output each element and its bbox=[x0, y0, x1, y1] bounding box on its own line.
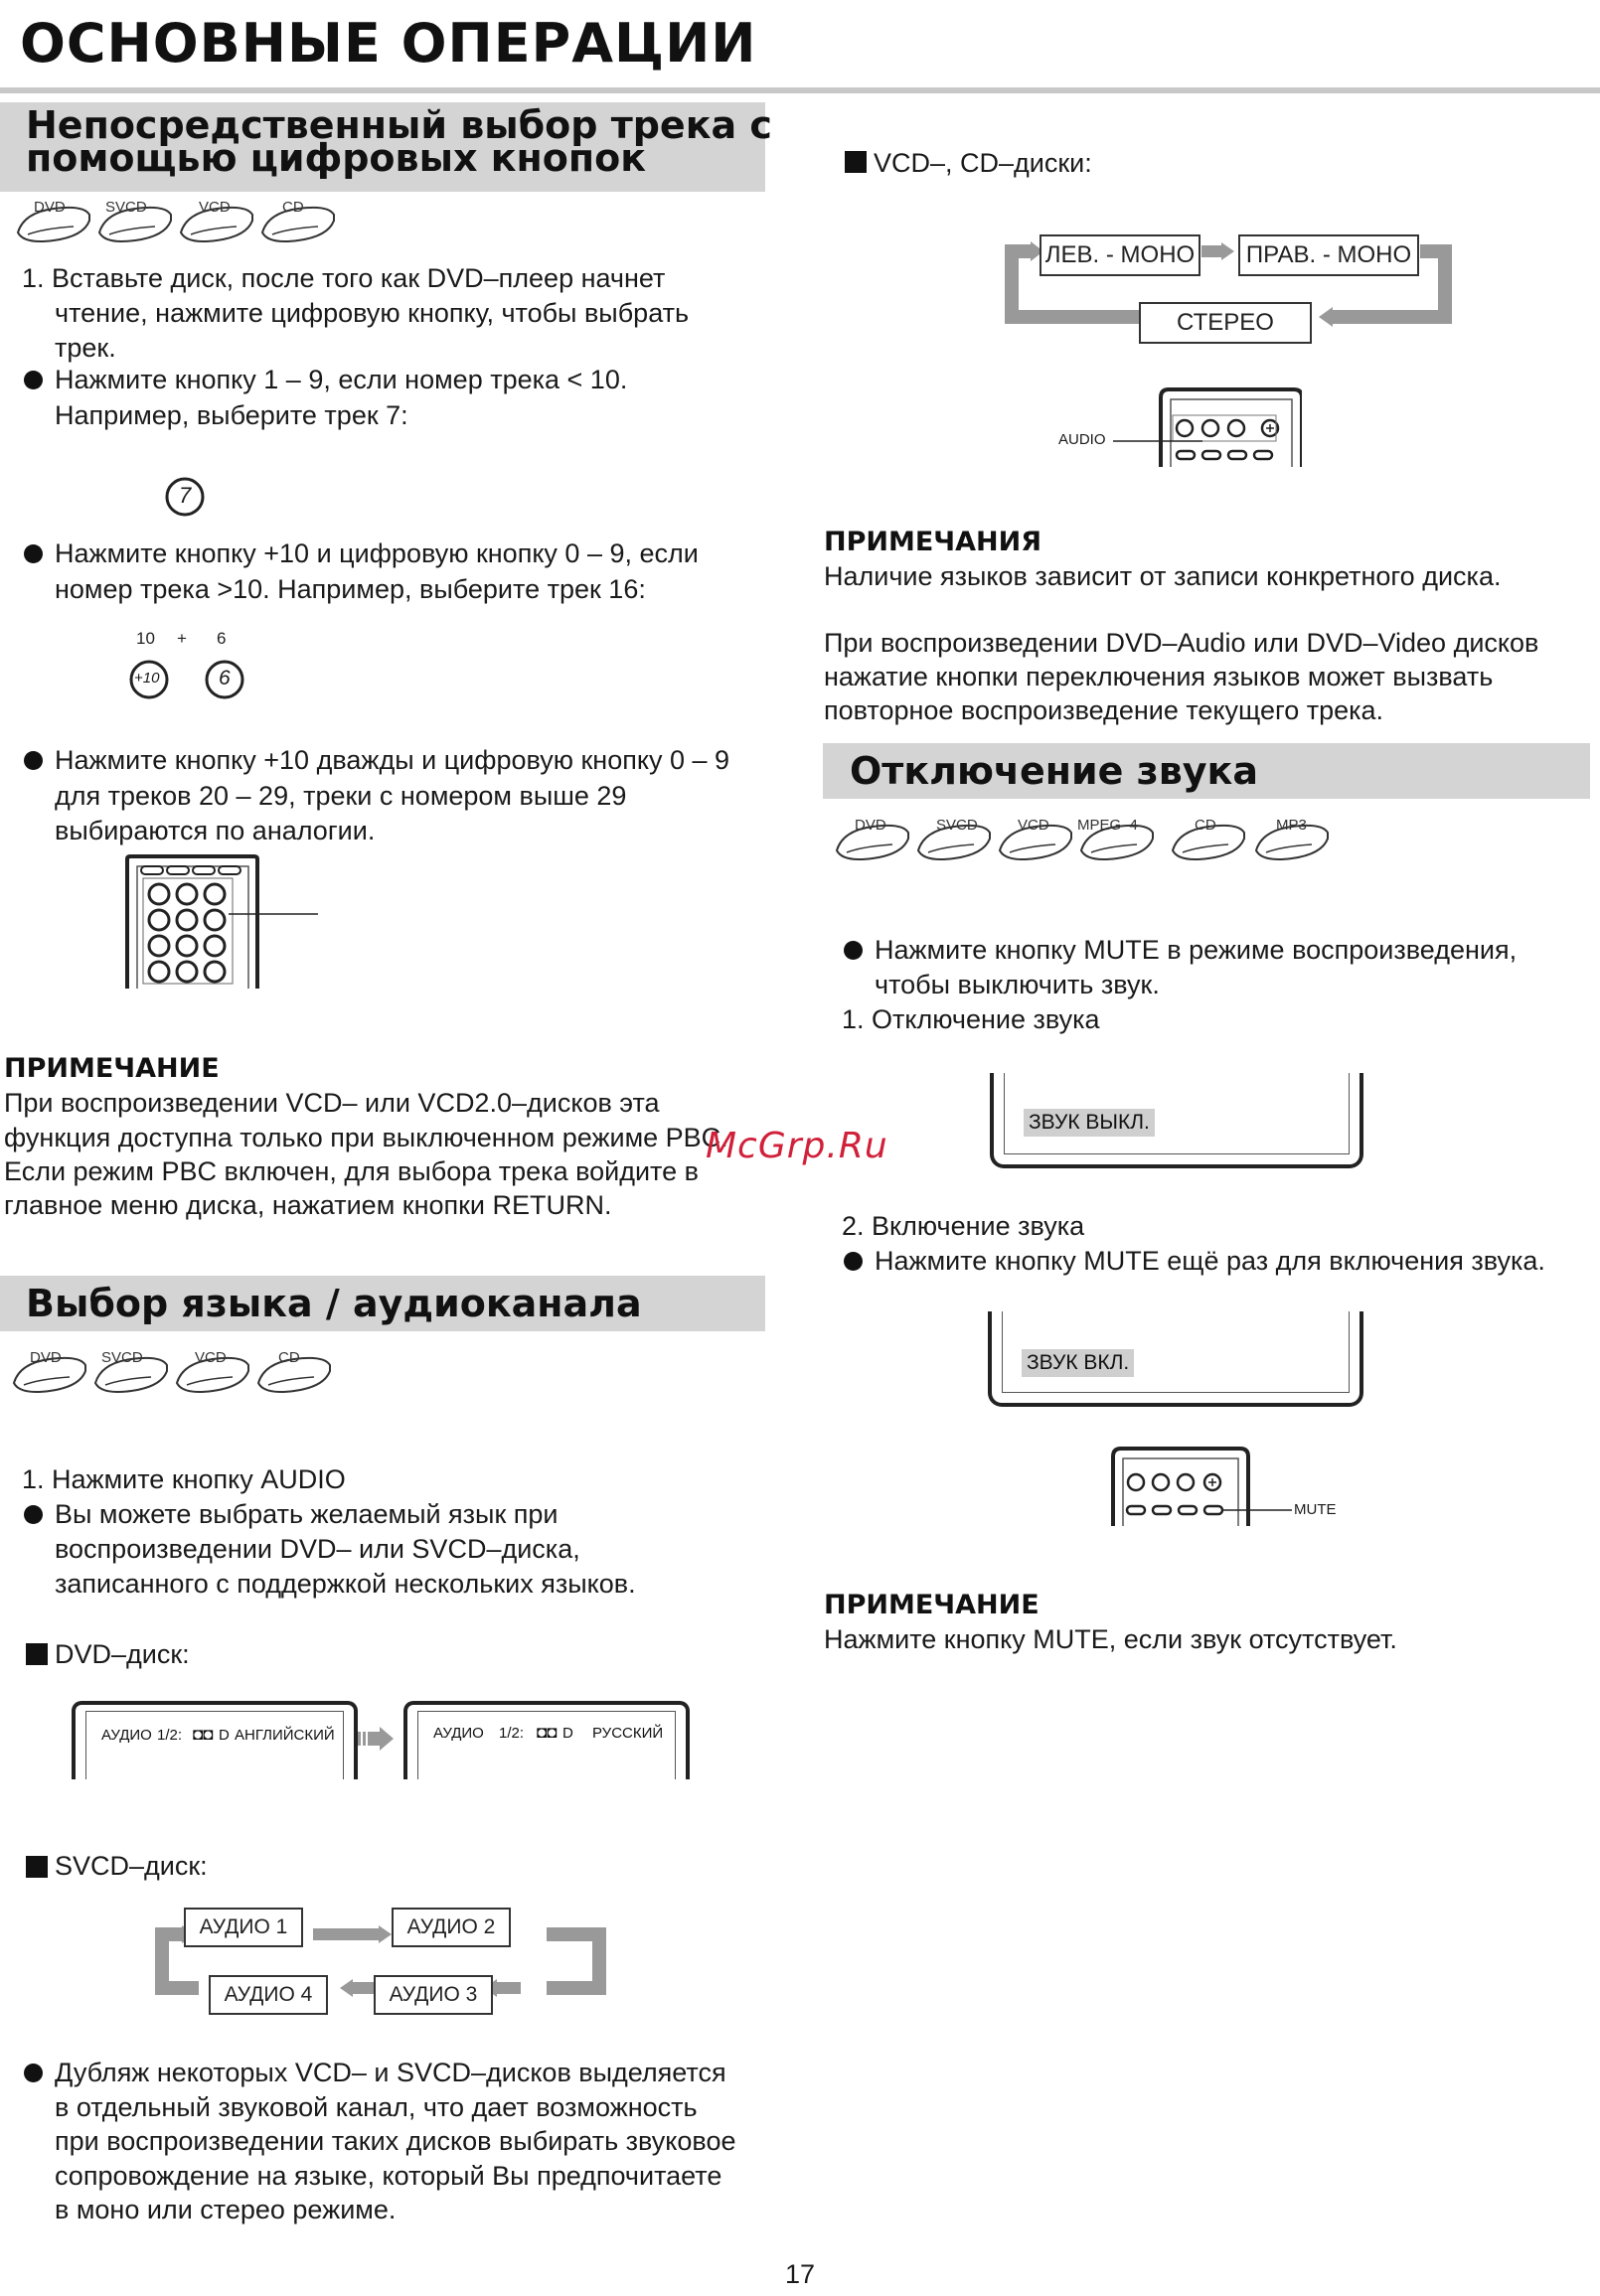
sec2-b1-line3: записанного с поддержкой нескольких языков. bbox=[55, 1569, 636, 1599]
sec1-note-line3: Если режим PBC включен, для выбора трека войдите в bbox=[4, 1156, 699, 1186]
mp3-disc-icon: MP3 bbox=[1252, 817, 1332, 864]
remote-audio-illustration bbox=[1053, 387, 1302, 467]
sec1-b2-line1: Нажмите кнопку +10 и цифровую кнопку 0 – 9, если bbox=[55, 538, 699, 568]
key-6-icon: 6 bbox=[205, 660, 244, 699]
square-bullet bbox=[26, 1643, 48, 1665]
right-notes-heading: ПРИМЕЧАНИЯ bbox=[824, 527, 1041, 557]
section-audio-language-title: Выбор языка / аудиоканала bbox=[26, 1282, 642, 1325]
section-track-select-title-2: помощью цифровых кнопок bbox=[26, 136, 646, 180]
dvd-screen-russian: АУДИО 1/2: ◘◘ D РУССКИЙ bbox=[403, 1701, 690, 1779]
svcd-audio2-box: АУДИО 2 bbox=[392, 1908, 511, 1947]
sec1-b3-line2: для треков 20 – 29, треки с номером выше 29 bbox=[55, 781, 627, 811]
sec3-note-text: Нажмите кнопку MUTE, если звук отсутствует. bbox=[824, 1624, 1397, 1654]
sec1-b3-line1: Нажмите кнопку +10 дважды и цифровую кнопку 0 – 9 bbox=[55, 745, 730, 775]
sec2-b2-line1: Дубляж некоторых VCD– и SVCD–дисков выделяется bbox=[55, 2058, 726, 2087]
svcd-disc-icon: SVCD bbox=[91, 1349, 171, 1397]
bullet bbox=[24, 751, 43, 770]
sec1-b1-line1: Нажмите кнопку 1 – 9, если номер трека < 10. bbox=[55, 365, 628, 394]
sec3-b2: Нажмите кнопку MUTE ещё раз для включения звука. bbox=[875, 1246, 1545, 1276]
sec1-note-line1: При воспроизведении VCD– или VCD2.0–дисков эта bbox=[4, 1088, 660, 1118]
svcd-disc-icon: SVCD bbox=[95, 199, 175, 246]
vcd-cd-label: VCD–, CD–диски: bbox=[874, 148, 1092, 178]
screen-sound-on: ЗВУК ВКЛ. bbox=[988, 1311, 1363, 1407]
right-notes-line3: нажатие кнопки переключения языков может вызвать bbox=[824, 662, 1494, 691]
page-number: 17 bbox=[785, 2259, 816, 2289]
section-track-select-title-1: Непосредственный выбор трека с bbox=[26, 103, 772, 147]
cd-disc-icon: CD bbox=[1169, 817, 1248, 864]
watermark: McGrp.Ru bbox=[706, 1126, 888, 1166]
sec2-b2-line3: при воспроизведении таких дисков выбирать звуковое bbox=[55, 2126, 736, 2156]
sec3-b1-line1: Нажмите кнопку MUTE в режиме воспроизведения, bbox=[875, 935, 1518, 965]
sec1-b1-line2: Например, выберите трек 7: bbox=[55, 400, 408, 430]
right-notes-line1: Наличие языков зависит от записи конкретного диска. bbox=[824, 561, 1502, 591]
dolby-icon: ◘◘ bbox=[193, 1725, 214, 1744]
example-plus-label: + bbox=[177, 629, 187, 648]
svcd-disc-label: SVCD–диск: bbox=[55, 1851, 208, 1881]
sec2-b1-line1: Вы можете выбрать желаемый язык при bbox=[55, 1499, 559, 1529]
sec2-b2-line5: в моно или стерео режиме. bbox=[55, 2195, 397, 2224]
mpeg4-disc-icon: MPEG–4 bbox=[1077, 817, 1157, 864]
dvd-disc-label: DVD–диск: bbox=[55, 1639, 190, 1669]
bullet bbox=[844, 941, 863, 960]
key-plus10-icon: +10 bbox=[129, 660, 169, 699]
cd-disc-icon: CD bbox=[258, 199, 338, 246]
bullet bbox=[24, 544, 43, 563]
sec3-b1-line2: чтобы выключить звук. bbox=[875, 970, 1160, 999]
example-6-label: 6 bbox=[217, 629, 227, 648]
sec2-b1-line2: воспроизведении DVD– или SVCD–диска, bbox=[55, 1534, 580, 1564]
bullet bbox=[844, 1252, 863, 1271]
sec3-step1: 1. Отключение звука bbox=[842, 1004, 1100, 1034]
dvd-disc-icon: DVD bbox=[833, 817, 912, 864]
mute-button-label: MUTE bbox=[1294, 1501, 1337, 1518]
sec3-note-heading: ПРИМЕЧАНИЕ bbox=[824, 1590, 1040, 1620]
title-divider bbox=[0, 87, 1600, 93]
vcd-disc-icon: VCD bbox=[996, 817, 1075, 864]
arrow-right-icon bbox=[358, 1727, 394, 1756]
sec2-b2-line4: сопровождение на языке, который Вы предпочитаете bbox=[55, 2161, 722, 2191]
square-bullet bbox=[26, 1856, 48, 1878]
sec2-b2-line2: в отдельный звуковой канал, что дает возможность bbox=[55, 2092, 698, 2122]
square-bullet bbox=[845, 151, 867, 173]
svcd-audio1-box: АУДИО 1 bbox=[184, 1908, 303, 1947]
key-7-icon: 7 bbox=[165, 477, 205, 517]
right-notes-line2: При воспроизведении DVD–Audio или DVD–Video дисков bbox=[824, 628, 1539, 658]
remote-keypad-illustration bbox=[119, 854, 328, 989]
svcd-audio3-box: АУДИО 3 bbox=[374, 1975, 493, 2015]
sec1-note-line4: главное меню диска, нажатием кнопки RETURN. bbox=[4, 1190, 612, 1220]
cd-disc-icon: CD bbox=[254, 1349, 334, 1397]
sec1-b3-line3: выбираются по аналогии. bbox=[55, 816, 376, 845]
sec1-note-heading: ПРИМЕЧАНИЕ bbox=[4, 1053, 220, 1084]
mode-right-mono-box: ПРАВ. - МОНО bbox=[1238, 234, 1419, 276]
right-notes-line4: повторное воспроизведение текущего трека. bbox=[824, 695, 1384, 725]
sec3-step2: 2. Включение звука bbox=[842, 1211, 1085, 1241]
bullet bbox=[24, 371, 43, 389]
sec1-step1-line2: чтение, нажмите цифровую кнопку, чтобы выбрать bbox=[55, 298, 690, 328]
audio-button-label: AUDIO bbox=[1058, 431, 1106, 448]
sec1-step1-line3: трек. bbox=[55, 333, 116, 363]
sec1-step1-line1: 1. Вставьте диск, после того как DVD–плеер начнет bbox=[22, 263, 666, 293]
dolby-icon: ◘◘ bbox=[537, 1723, 558, 1742]
dvd-screen-english: АУДИО 1/2: ◘◘ D АНГЛИЙСКИЙ bbox=[72, 1701, 358, 1779]
mode-stereo-box: СТЕРЕО bbox=[1139, 302, 1312, 344]
svcd-audio4-box: АУДИО 4 bbox=[209, 1975, 328, 2015]
remote-mute-illustration bbox=[1109, 1447, 1358, 1526]
mode-left-mono-box: ЛЕВ. - МОНО bbox=[1040, 234, 1200, 276]
vcd-disc-icon: VCD bbox=[173, 1349, 252, 1397]
sec1-note-line2: функция доступна только при выключенном режиме PBC. bbox=[4, 1123, 728, 1152]
section-mute-title: Отключение звука bbox=[850, 749, 1258, 793]
page-title: ОСНОВНЫЕ ОПЕРАЦИИ bbox=[20, 12, 757, 75]
vcd-disc-icon: VCD bbox=[177, 199, 256, 246]
svcd-disc-icon: SVCD bbox=[914, 817, 994, 864]
screen-sound-off: ЗВУК ВЫКЛ. bbox=[990, 1073, 1363, 1168]
sec2-step1: 1. Нажмите кнопку AUDIO bbox=[22, 1464, 346, 1494]
dvd-disc-icon: DVD bbox=[14, 199, 93, 246]
example-10-label: 10 bbox=[136, 629, 155, 648]
bullet bbox=[24, 1505, 43, 1524]
dvd-disc-icon: DVD bbox=[10, 1349, 89, 1397]
bullet bbox=[24, 2064, 43, 2082]
sec1-b2-line2: номер трека >10. Например, выберите трек 16: bbox=[55, 574, 646, 604]
